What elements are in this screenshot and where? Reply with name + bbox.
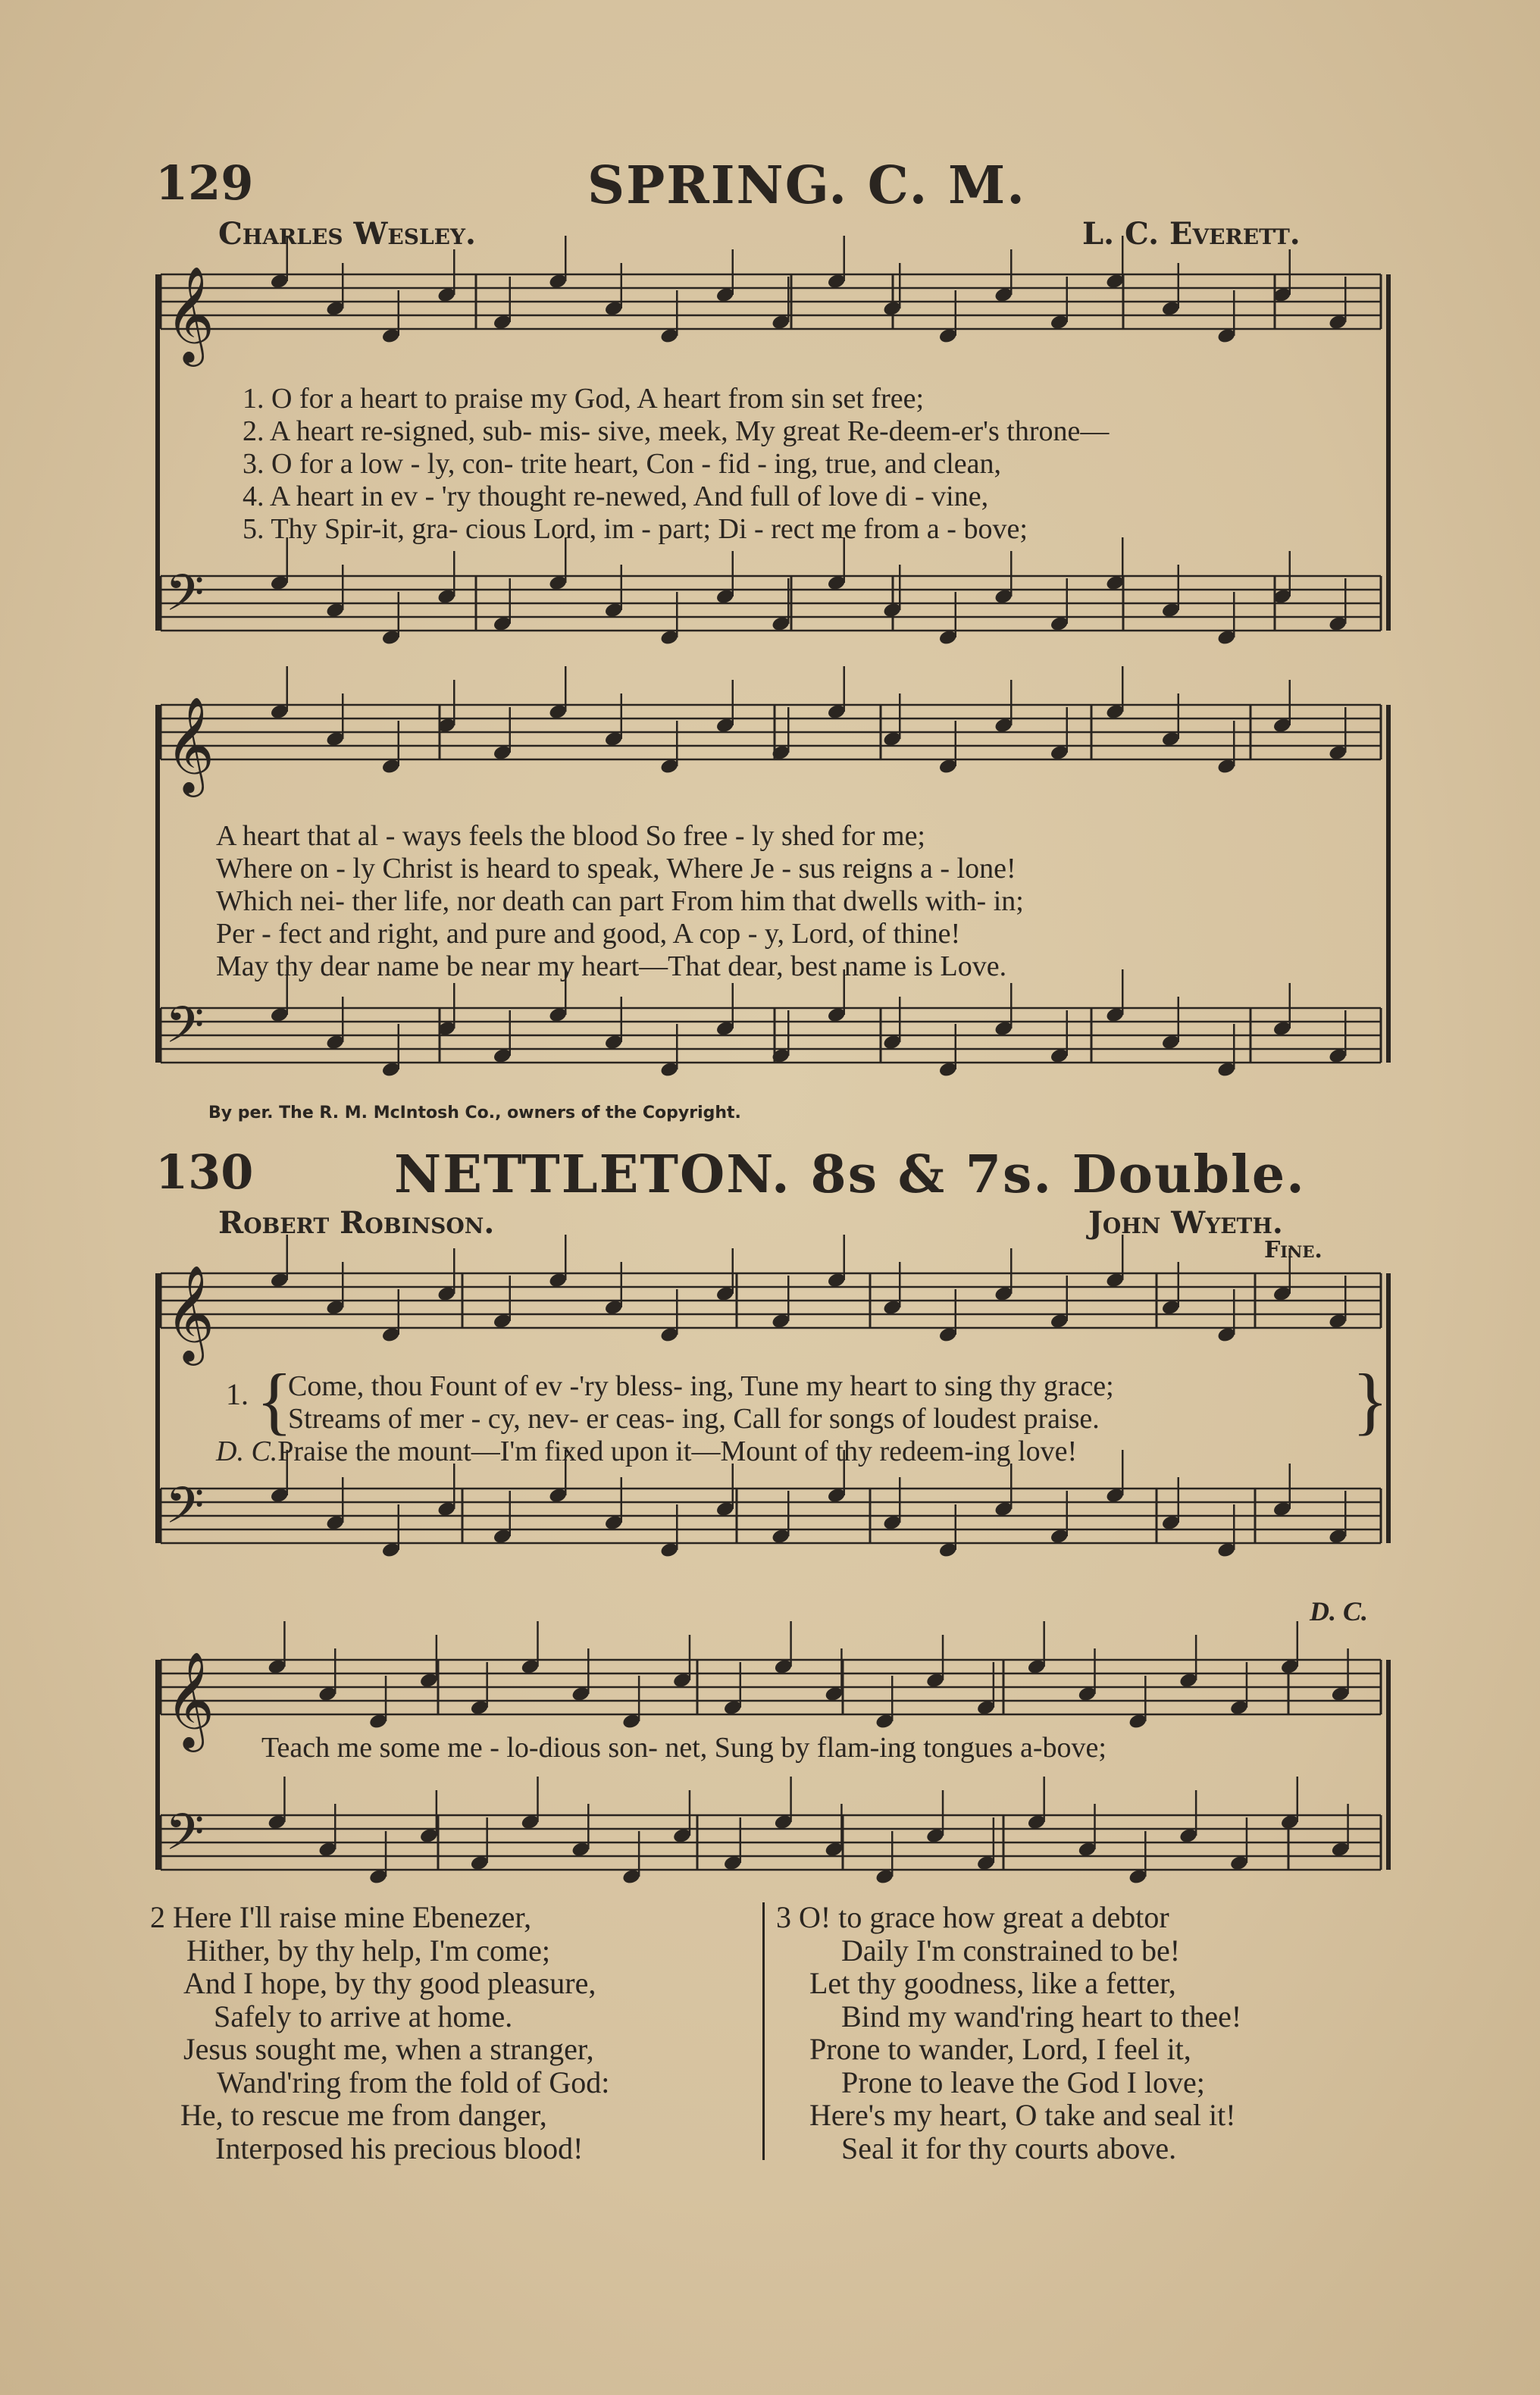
fine-marking: Fine.: [1264, 1237, 1322, 1263]
dc-lyric-line: [216, 1435, 1077, 1468]
stanza-line: Hither, by thy help, I'm come;: [186, 1933, 550, 1968]
lyric-line: May thy dear name be near my heart—That dear, best name is Love.: [216, 950, 1007, 982]
lyric-line: Streams of mer - cy, nev- er ceas- ing, Call for songs of loudest praise.: [288, 1403, 1100, 1435]
clef-glyph: 𝄞: [165, 1264, 215, 1361]
clef-glyph: 𝄞: [165, 1651, 215, 1748]
clef-glyph: 𝄞: [165, 696, 215, 793]
stanza-line: Prone to wander, Lord, I feel it,: [809, 2032, 1191, 2066]
stanza-line: He, to rescue me from danger,: [180, 2098, 547, 2132]
stanza-line: Wand'ring from the fold of God:: [217, 2065, 610, 2099]
right-brace: }: [1352, 1358, 1388, 1442]
stanza-line: 2 Here I'll raise mine Ebenezer,: [150, 1900, 532, 1934]
hymn-129-title: SPRING. C. M.: [587, 155, 1026, 216]
hymn-129-row1-lyrics: [243, 383, 1109, 546]
clef-glyph: 𝄢: [165, 1476, 205, 1547]
lyric-line: A heart that al - ways feels the blood So free - ly shed for me;: [216, 820, 925, 852]
stanza-line: Seal it for thy courts above.: [841, 2130, 1177, 2165]
hymn-130-number: 130: [155, 1144, 254, 1200]
clef-glyph: 𝄢: [165, 564, 205, 634]
hymn-130-title: NETTLETON. 8s & 7s. Double.: [394, 1144, 1306, 1205]
lyric-line: Come, thou Fount of ev -'ry bless- ing, Tune my heart to sing thy grace;: [288, 1370, 1114, 1402]
hymn-129-composer: L. C. Everett.: [1082, 216, 1301, 252]
hymn-129-author: Charles Wesley.: [218, 216, 476, 252]
clef-glyph: 𝄞: [165, 265, 215, 362]
lyric-line: Which nei- ther life, nor death can part From him that dwells with- in;: [216, 885, 1024, 917]
stanza-line: Jesus sought me, when a stranger,: [183, 2032, 594, 2066]
dc-prefix: D. C.: [216, 1435, 278, 1467]
hymn-130-row2-lyric: Teach me some me - lo-dious son- net, Sung by flam-ing tongues a-bove;: [261, 1732, 1106, 1764]
lyric-line: Per - fect and right, and pure and good, A cop - y, Lord, of thine!: [216, 918, 961, 950]
hymn-130-row1-lyrics: [288, 1370, 1114, 1435]
clef-glyph: 𝄢: [165, 1803, 205, 1874]
lyric-line: 5. Thy Spir-it, gra- cious Lord, im - part; Di - rect me from a - bove;: [243, 513, 1028, 545]
lyric-line: 3. O for a low - ly, con- trite heart, Con - fid - ing, true, and clean,: [243, 448, 1002, 480]
stanza-line: Daily I'm constrained to be!: [841, 1933, 1181, 1968]
hymn-130-composer: John Wyeth.: [1088, 1205, 1283, 1241]
clef-glyph: 𝄢: [165, 996, 205, 1066]
stanza-divider: [762, 1902, 765, 2160]
stanza-line: Interposed his precious blood!: [215, 2130, 584, 2165]
dc-lyric: Praise the mount—I'm fixed upon it—Mount of thy redeem-ing love!: [277, 1435, 1078, 1467]
stanza-line: 3 O! to grace how great a debtor: [776, 1900, 1169, 1934]
hymn-130-author: Robert Robinson.: [218, 1205, 495, 1241]
left-brace: {: [256, 1358, 293, 1442]
stanza-line: Prone to leave the God I love;: [841, 2065, 1205, 2099]
stanza-line: Here's my heart, O take and seal it!: [809, 2098, 1236, 2132]
lyric-line: Where on - ly Christ is heard to speak, Where Je - sus reigns a - lone!: [216, 853, 1016, 884]
stanza-line: Let thy goodness, like a fetter,: [809, 1966, 1176, 2000]
lyric-line: 2. A heart re-signed, sub- mis- sive, meek, My great Re-deem-er's throne—: [243, 415, 1110, 447]
lyric-line: 1. O for a heart to praise my God, A heart from sin set free;: [243, 383, 925, 415]
stanza-3: [776, 1901, 1241, 2165]
stanza-line: And I hope, by thy good pleasure,: [183, 1966, 596, 2000]
verse-number: 1.: [226, 1377, 249, 1411]
lyric-line: 4. A heart in ev - 'ry thought re-newed, And full of love di - vine,: [243, 481, 989, 512]
stanza-line: Safely to arrive at home.: [214, 1999, 513, 2033]
copyright-credit: By per. The R. M. McIntosh Co., owners of the Copyright.: [208, 1104, 741, 1122]
hymn-129-row2-lyrics: [216, 820, 1024, 983]
stanza-2: [150, 1901, 609, 2165]
hymn-129-number: 129: [155, 155, 254, 211]
stanza-line: Bind my wand'ring heart to thee!: [841, 1999, 1242, 2033]
dc-marking: D. C.: [1310, 1596, 1369, 1626]
